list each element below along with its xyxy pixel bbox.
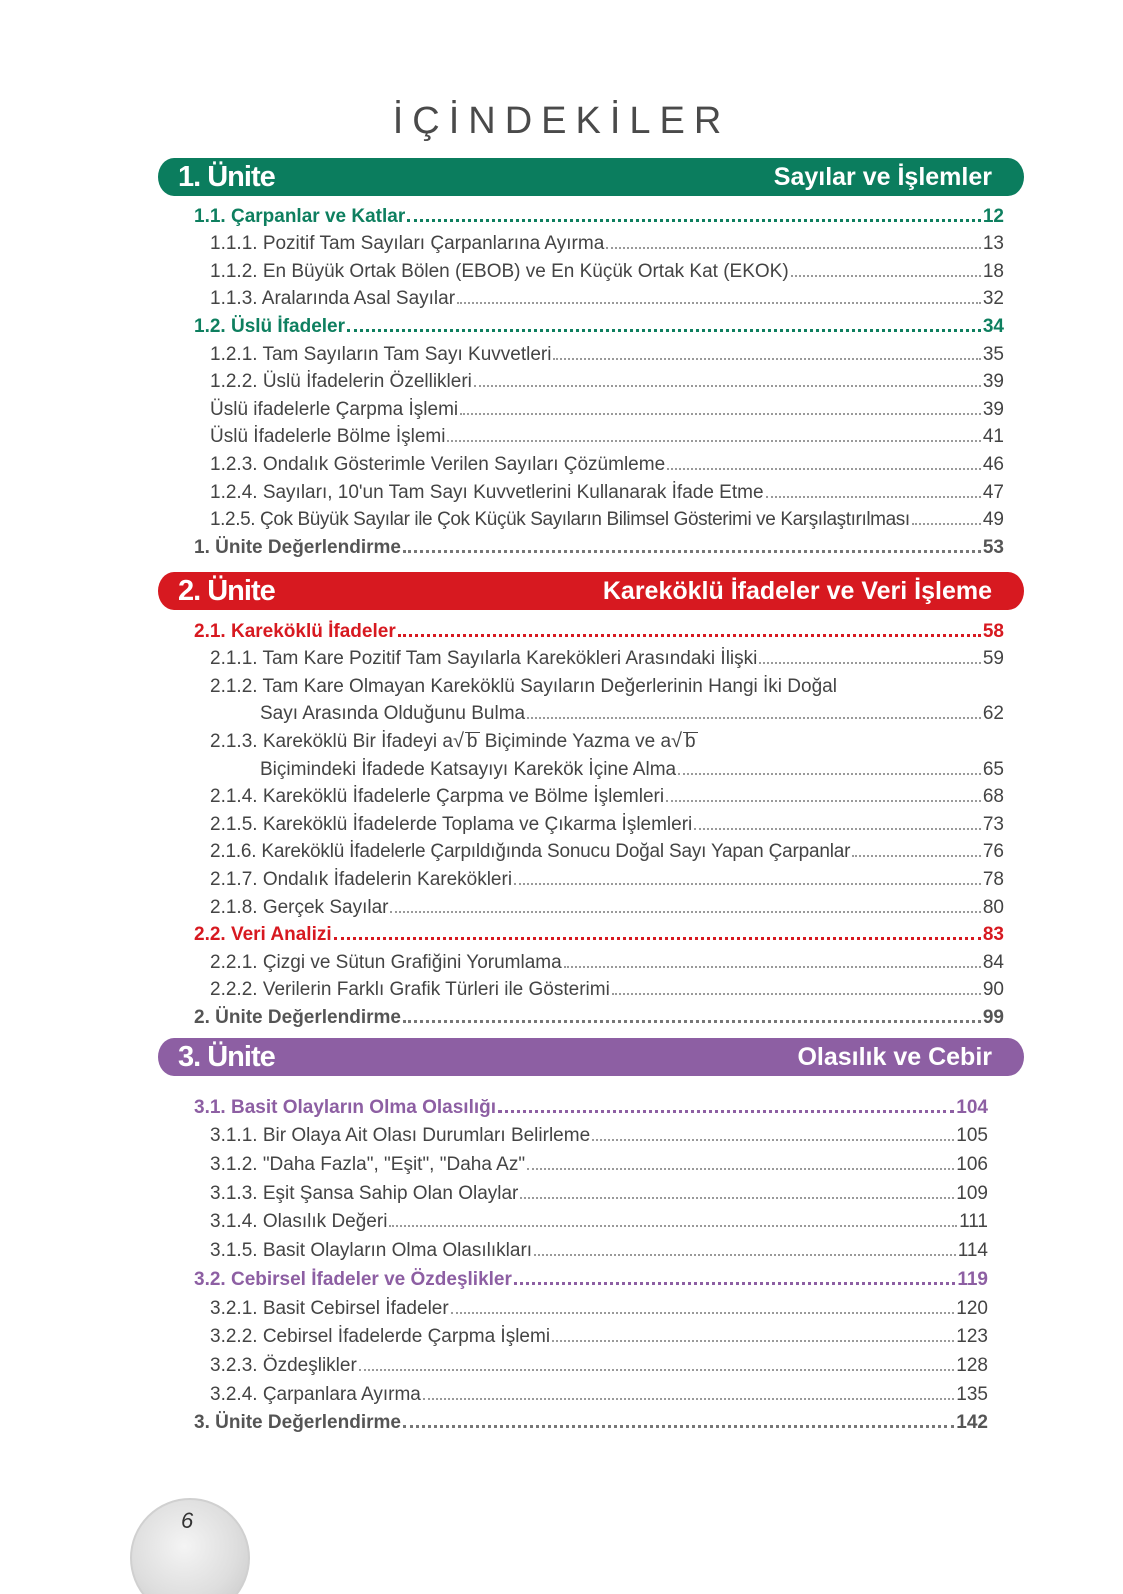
leader-dots xyxy=(852,855,981,857)
toc-entry-evaluation[interactable] xyxy=(194,1406,988,1435)
toc-entry[interactable] xyxy=(194,919,1004,947)
toc-entry-page: 119 xyxy=(957,1268,988,1290)
toc-entry-page: 104 xyxy=(956,1096,988,1118)
toc-entry[interactable] xyxy=(194,448,1004,476)
leader-dots xyxy=(791,275,981,277)
page-number: 6 xyxy=(181,1508,194,1533)
unit-1-header xyxy=(158,158,1024,196)
toc-entry-label xyxy=(210,730,698,753)
unit-2-header xyxy=(158,572,1024,610)
toc-entry[interactable] xyxy=(194,808,1004,836)
toc-entry[interactable] xyxy=(194,200,1004,228)
page-title: İÇİNDEKİLER xyxy=(392,100,731,142)
leader-dots xyxy=(527,1168,954,1170)
leader-dots xyxy=(398,634,981,637)
leader-dots xyxy=(527,717,981,719)
leader-dots xyxy=(612,993,981,995)
leader-dots xyxy=(520,1197,954,1199)
toc-entry-label: 1.2.2. Üslü İfadelerin Özellikleri xyxy=(210,371,472,393)
toc-entry-label: 2.2.2. Verilerin Farklı Grafik Türleri ile Gösterimi xyxy=(210,979,610,1001)
toc-entry-label: 2.1.6. Kareköklü İfadelerle Çarpıldığında Sonucu Doğal Sayı Yapan Çarpanlar xyxy=(210,841,851,863)
toc-entry[interactable] xyxy=(194,366,1004,394)
toc-entry-page: 41 xyxy=(982,426,1004,448)
toc-entry-page: 84 xyxy=(982,951,1004,973)
toc-entry-label-text: Biçiminde Yazma ve xyxy=(484,730,656,752)
leader-dots xyxy=(678,773,981,775)
leader-dots xyxy=(912,523,981,525)
toc-entry[interactable] xyxy=(194,1377,988,1406)
toc-entry-label: 2.1.1. Tam Kare Pozitif Tam Sayılarla Karekökleri Arasındaki İlişki xyxy=(210,648,758,670)
unit-3-topic: Olasılık ve Cebir xyxy=(797,1042,992,1071)
leader-dots xyxy=(347,329,981,332)
toc-entry-label: 3.1. Basit Olayların Olma Olasılığı xyxy=(194,1096,497,1118)
leader-dots xyxy=(334,937,981,940)
leader-dots xyxy=(451,1312,955,1314)
toc-entry[interactable] xyxy=(194,863,1004,891)
sqrt-coef: a xyxy=(660,730,672,752)
toc-entry-label: Sayı Arasında Olduğunu Bulma xyxy=(260,703,526,725)
toc-entry-page: 65 xyxy=(982,758,1004,780)
toc-entry[interactable] xyxy=(194,1205,988,1234)
toc-entry-evaluation[interactable] xyxy=(194,531,1004,559)
toc-entry-label: 2.1.2. Tam Kare Olmayan Kareköklü Sayıların Değerlerinin Hangi İki Doğal xyxy=(210,675,837,697)
toc-entry-label: 3. Ünite Değerlendirme xyxy=(194,1412,401,1434)
leader-dots xyxy=(407,219,981,222)
toc-entry-page: 35 xyxy=(982,343,1004,365)
toc-entry-page: 13 xyxy=(982,233,1004,255)
toc-entry-page: 99 xyxy=(982,1006,1004,1028)
leader-dots xyxy=(766,496,981,498)
toc-entry-page: 58 xyxy=(982,620,1004,642)
leader-dots xyxy=(694,828,981,830)
leader-dots xyxy=(667,468,981,470)
leader-dots xyxy=(553,358,980,360)
toc-entry-label: 2.1.5. Kareköklü İfadelerde Toplama ve Çıkarma İşlemleri xyxy=(210,813,693,835)
toc-entry-label: 3.1.4. Olasılık Değeri xyxy=(210,1211,388,1233)
toc-entry-page: 46 xyxy=(982,453,1004,475)
toc-entry-label: 1.1.1. Pozitif Tam Sayıları Çarpanlarına Ayırma xyxy=(210,233,605,255)
toc-entry-label: 3.1.1. Bir Olaya Ait Olası Durumları Belirleme xyxy=(210,1125,591,1147)
toc-entry-page: 128 xyxy=(956,1354,988,1376)
sqrt-radicand: b xyxy=(466,730,478,752)
unit-1-name: 1. Ünite xyxy=(178,160,275,193)
leader-dots xyxy=(423,1398,954,1400)
toc-entry[interactable] xyxy=(194,504,1004,532)
toc-entry[interactable] xyxy=(194,393,1004,421)
toc-entry-continuation[interactable] xyxy=(194,753,1004,781)
toc-entry-page: 78 xyxy=(982,868,1004,890)
toc-entry-label: 2.2. Veri Analizi xyxy=(194,924,332,946)
toc-entry-label: 1.1.2. En Büyük Ortak Bölen (EBOB) ve En Küçük Ortak Kat (EKOK) xyxy=(210,260,789,282)
sqrt-coef: a xyxy=(442,730,453,752)
toc-entry-evaluation[interactable] xyxy=(194,1001,1004,1029)
leader-dots xyxy=(552,1340,954,1342)
unit-2-toc xyxy=(194,615,1004,1029)
toc-entry-label: 1.1.3. Aralarında Asal Sayılar xyxy=(210,288,456,310)
leader-dots xyxy=(460,413,981,415)
toc-entry-page: 114 xyxy=(957,1240,988,1262)
leader-dots xyxy=(606,247,981,249)
leader-dots xyxy=(457,302,981,304)
toc-entry-page: 80 xyxy=(982,896,1004,918)
toc-entry-label: 1.1. Çarpanlar ve Katlar xyxy=(194,205,406,227)
toc-entry[interactable] xyxy=(194,1147,988,1176)
toc-entry-page: 76 xyxy=(982,841,1004,863)
toc-entry[interactable] xyxy=(194,891,1004,919)
toc-entry[interactable] xyxy=(194,1176,988,1205)
leader-dots xyxy=(447,440,980,442)
sqrt-expression-1 xyxy=(442,731,479,752)
leader-dots xyxy=(403,1020,981,1023)
toc-entry-page: 68 xyxy=(982,786,1004,808)
toc-entry-page: 39 xyxy=(982,398,1004,420)
leader-dots xyxy=(592,1139,954,1141)
toc-entry[interactable] xyxy=(194,836,1004,864)
unit-3-name: 3. Ünite xyxy=(178,1040,275,1073)
toc-entry-label: 2.1.8. Gerçek Sayılar xyxy=(210,896,389,918)
leader-dots xyxy=(403,1425,954,1428)
toc-entry[interactable] xyxy=(194,1233,988,1262)
toc-entry[interactable] xyxy=(194,338,1004,366)
toc-entry[interactable] xyxy=(194,974,1004,1002)
toc-entry-label: 2.1. Kareköklü İfadeler xyxy=(194,620,396,642)
toc-entry-label: 3.1.5. Basit Olayların Olma Olasılıkları xyxy=(210,1240,533,1262)
toc-entry[interactable] xyxy=(194,1119,988,1148)
leader-dots xyxy=(359,1369,955,1371)
unit-2-topic: Kareköklü İfadeler ve Veri İşleme xyxy=(602,576,992,605)
leader-dots xyxy=(666,800,981,802)
toc-entry-page: 109 xyxy=(956,1182,988,1204)
toc-entry-page: 111 xyxy=(959,1211,988,1233)
toc-entry[interactable] xyxy=(194,1291,988,1320)
leader-dots xyxy=(403,550,981,553)
leader-dots xyxy=(390,911,980,913)
toc-entry[interactable] xyxy=(194,421,1004,449)
toc-entry[interactable] xyxy=(194,670,1004,698)
leader-dots xyxy=(474,385,981,387)
leader-dots xyxy=(534,1254,956,1256)
toc-entry-page: 90 xyxy=(982,979,1004,1001)
toc-entry[interactable] xyxy=(194,946,1004,974)
sqrt-icon: √ xyxy=(671,729,682,752)
toc-entry[interactable] xyxy=(194,1262,988,1291)
toc-entry-page: 142 xyxy=(956,1412,988,1434)
toc-entry-page: 53 xyxy=(982,536,1004,558)
toc-entry[interactable] xyxy=(194,228,1004,256)
toc-entry[interactable] xyxy=(194,615,1004,643)
toc-entry-label: 3.2. Cebirsel İfadeler ve Özdeşlikler xyxy=(194,1268,512,1290)
toc-entry-page: 106 xyxy=(956,1154,988,1176)
toc-entry-label: 1.2.5. Çok Büyük Sayılar ile Çok Küçük Sayıların Bilimsel Gösterimi ve Karşılaştırılması xyxy=(210,509,910,531)
toc-entry-page: 39 xyxy=(982,371,1004,393)
toc-entry[interactable] xyxy=(194,781,1004,809)
toc-entry-label: Biçimindeki İfadede Katsayıyı Karekök İçine Alma xyxy=(260,758,677,780)
toc-entry-page: 105 xyxy=(956,1125,988,1147)
sqrt-icon: √ xyxy=(452,729,464,752)
toc-entry-page: 34 xyxy=(982,315,1004,337)
toc-entry-page: 18 xyxy=(982,260,1004,282)
toc-entry-label: 3.2.2. Cebirsel İfadelerde Çarpma İşlemi xyxy=(210,1326,551,1348)
toc-entry-page: 47 xyxy=(982,481,1004,503)
toc-entry-label: 1.2.1. Tam Sayıların Tam Sayı Kuvvetleri xyxy=(210,343,552,365)
toc-entry-page: 135 xyxy=(956,1383,988,1405)
toc-entry-label: 3.1.2. "Daha Fazla", "Eşit", "Daha Az" xyxy=(210,1154,526,1176)
toc-entry-label: Üslü ifadelerle Çarpma İşlemi xyxy=(210,398,459,420)
toc-entry-page: 49 xyxy=(982,509,1004,531)
toc-entry-label: 3.2.1. Basit Cebirsel İfadeler xyxy=(210,1297,449,1319)
toc-entry-page: 62 xyxy=(982,703,1004,725)
toc-entry-page: 32 xyxy=(982,288,1004,310)
toc-entry-label: 2.2.1. Çizgi ve Sütun Grafiğini Yorumlama xyxy=(210,951,562,973)
leader-dots xyxy=(564,966,981,968)
sqrt-expression-2 xyxy=(660,731,697,752)
toc-entry-label: 3.2.3. Özdeşlikler xyxy=(210,1354,357,1376)
unit-1-topic: Sayılar ve İşlemler xyxy=(773,162,992,191)
unit-3-header xyxy=(158,1038,1024,1076)
toc-entry-label: 2. Ünite Değerlendirme xyxy=(194,1006,401,1028)
toc-entry-label: 2.1.4. Kareköklü İfadelerle Çarpma ve Bölme İşlemleri xyxy=(210,786,665,808)
toc-entry-page: 120 xyxy=(956,1297,988,1319)
toc-entry-label: Üslü İfadelerle Bölme İşlemi xyxy=(210,426,446,448)
toc-entry-label: 2.1.7. Ondalık İfadelerin Karekökleri xyxy=(210,868,513,890)
toc-entry[interactable] xyxy=(194,725,1004,753)
toc-entry-label: 1.2. Üslü İfadeler xyxy=(194,315,346,337)
toc-entry-continuation[interactable] xyxy=(194,698,1004,726)
toc-entry-label: 1. Ünite Değerlendirme xyxy=(194,536,401,558)
toc-entry-label: 1.2.3. Ondalık Gösterimle Verilen Sayıları Çözümleme xyxy=(210,453,666,475)
toc-entry-page: 12 xyxy=(982,205,1004,227)
leader-dots xyxy=(389,1225,957,1227)
leader-dots xyxy=(759,662,980,664)
toc-entry[interactable] xyxy=(194,283,1004,311)
unit-3-toc xyxy=(194,1090,988,1434)
toc-entry-label-text: 2.1.3. Kareköklü Bir İfadeyi xyxy=(210,730,438,752)
leader-dots xyxy=(498,1110,954,1113)
toc-entry[interactable] xyxy=(194,255,1004,283)
toc-entry-label: 1.2.4. Sayıları, 10'un Tam Sayı Kuvvetlerini Kullanarak İfade Etme xyxy=(210,481,764,503)
toc-entry[interactable] xyxy=(194,643,1004,671)
toc-entry[interactable] xyxy=(194,1348,988,1377)
unit-1-toc xyxy=(194,200,1004,559)
toc-entry[interactable] xyxy=(194,1320,988,1349)
toc-entry-label: 3.2.4. Çarpanlara Ayırma xyxy=(210,1383,421,1405)
toc-entry-page: 123 xyxy=(956,1326,988,1348)
unit-2-name: 2. Ünite xyxy=(178,574,275,607)
leader-dots xyxy=(514,1282,955,1285)
toc-entry-page: 59 xyxy=(982,648,1004,670)
sqrt-radicand: b xyxy=(685,730,696,752)
leader-dots xyxy=(514,883,981,885)
toc-entry[interactable] xyxy=(194,310,1004,338)
toc-entry-label: 3.1.3. Eşit Şansa Sahip Olan Olaylar xyxy=(210,1182,519,1204)
toc-entry[interactable] xyxy=(194,476,1004,504)
toc-entry-page: 83 xyxy=(982,924,1004,946)
toc-entry[interactable] xyxy=(194,1090,988,1119)
toc-entry-page: 73 xyxy=(982,813,1004,835)
